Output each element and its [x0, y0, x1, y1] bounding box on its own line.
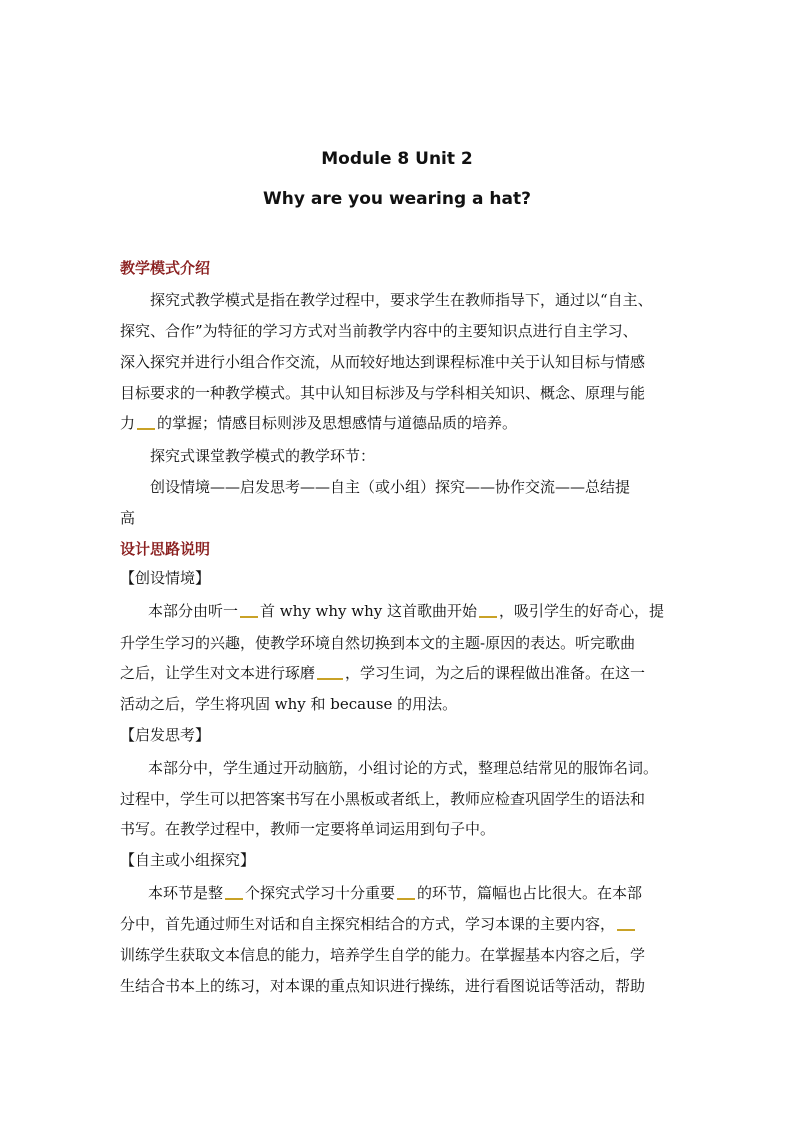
blank-mark	[617, 929, 635, 931]
paragraph-line: 探究、合作”为特征的学习方式对当前教学内容中的主要知识点进行自主学习、	[120, 322, 638, 340]
paragraph-line	[120, 913, 637, 935]
text-fragment: 个探究式学习十分重要	[245, 884, 396, 902]
blank-mark	[137, 428, 155, 430]
text-fragment: 力	[120, 414, 136, 432]
paragraph-line: 创设情境——启发思考——自主（或小组）探究——协作交流——总结提	[150, 478, 631, 496]
paragraph-line: 目标要求的一种教学模式。其中认知目标涉及与学科相关知识、概念、原理与能	[120, 384, 646, 402]
subsection-heading: 【创设情境】	[120, 569, 211, 587]
paragraph-line: 过程中，学生可以把答案书写在小黑板或者纸上，教师应检查巩固学生的语法和	[120, 790, 646, 808]
paragraph-line: 生结合书本上的练习，对本课的重点知识进行操练，进行看图说话等活动，帮助	[120, 977, 646, 995]
blank-mark	[479, 616, 497, 618]
paragraph-line: 训练学生获取文本信息的能力，培养学生自学的能力。在掌握基本内容之后，学	[120, 946, 646, 964]
text-fragment: 分中，首先通过师生对话和自主探究相结合的方式，学习本课的主要内容，	[120, 915, 616, 933]
paragraph-line: 探究式教学模式是指在教学过程中，要求学生在教师指导下，通过以“自主、	[150, 291, 653, 309]
paragraph-line: 高	[120, 509, 136, 527]
paragraph-line	[148, 600, 664, 622]
document-subtitle: Why are you wearing a hat?	[263, 189, 531, 209]
text-fragment: ，学习生词，为之后的课程做出准备。在这一	[345, 664, 646, 682]
text-fragment: 本环节是整	[148, 884, 224, 902]
subsection-heading: 【自主或小组探究】	[120, 851, 256, 869]
blank-mark	[225, 898, 243, 900]
blank-mark	[240, 616, 258, 618]
paragraph-line: 探究式课堂教学模式的教学环节：	[150, 447, 376, 465]
section-heading-design: 设计思路说明	[120, 540, 211, 558]
paragraph-line	[120, 662, 645, 684]
subsection-heading: 【启发思考】	[120, 726, 211, 744]
paragraph-line: 书写。在教学过程中，教师一定要将单词运用到句子中。	[120, 820, 496, 838]
blank-mark	[317, 678, 343, 680]
paragraph-line	[120, 412, 517, 434]
text-fragment: 之后，让学生对文本进行琢磨	[120, 664, 316, 682]
text-fragment: ，吸引学生的好奇心，提	[499, 602, 665, 620]
paragraph-line	[148, 882, 642, 904]
text-fragment: 的环节，篇幅也占比很大。在本部	[417, 884, 643, 902]
text-fragment: 本部分由听一	[148, 602, 239, 620]
section-heading-teaching-mode: 教学模式介绍	[120, 259, 211, 277]
document-title: Module 8 Unit 2	[321, 149, 473, 169]
paragraph-line: 本部分中，学生通过开动脑筋，小组讨论的方式，整理总结常见的服饰名词。	[148, 759, 659, 777]
paragraph-line: 升学生学习的兴趣，使教学环境自然切换到本文的主题-原因的表达。听完歌曲	[120, 634, 636, 652]
paragraph-line: 深入探究并进行小组合作交流，从而较好地达到课程标准中关于认知目标与情感	[120, 353, 646, 371]
text-fragment: 的掌握；情感目标则涉及思想感情与道德品质的培养。	[157, 414, 518, 432]
text-fragment: 首 why why why 这首歌曲开始	[260, 602, 478, 620]
blank-mark	[397, 898, 415, 900]
paragraph-line: 活动之后，学生将巩固 why 和 because 的用法。	[120, 695, 458, 713]
